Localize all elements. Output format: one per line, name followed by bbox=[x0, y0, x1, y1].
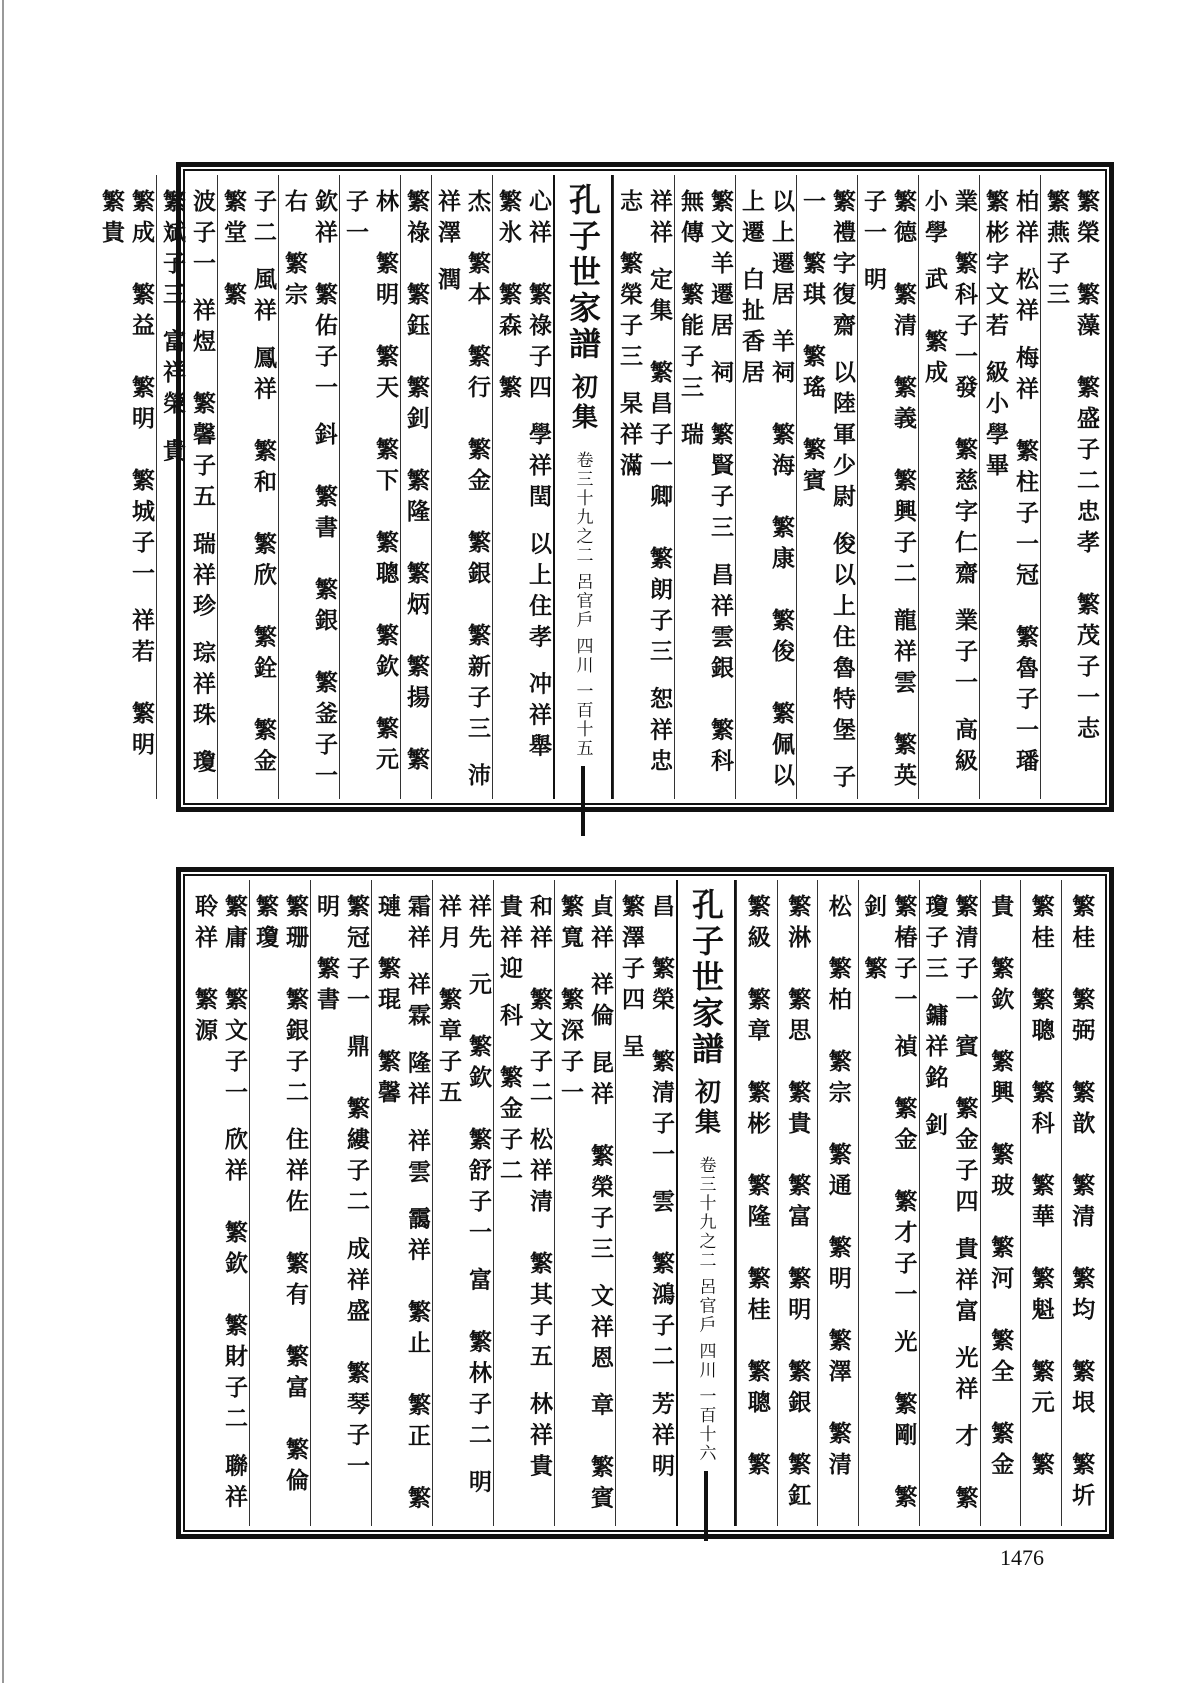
genealogy-entry-text: 林 繁明 繁天 繁下 繁聰 繁欽 繁元子一 bbox=[342, 189, 399, 778]
genealogy-entry-text: 繁成 繁益 繁明 繁城子一 祥若 繁明 繁貴 bbox=[98, 189, 155, 795]
banner-rule bbox=[581, 766, 585, 836]
genealogy-column bbox=[796, 175, 857, 799]
genealogy-column bbox=[919, 880, 980, 1526]
genealogy-column bbox=[278, 175, 339, 811]
genealogy-column bbox=[980, 880, 1021, 1526]
panel-columns bbox=[189, 880, 1101, 1548]
genealogy-column bbox=[777, 880, 818, 1526]
genealogy-column bbox=[339, 175, 400, 799]
genealogy-column bbox=[1061, 880, 1102, 1526]
genealogy-entry-text: 繁級 繁章 繁彬 繁隆 繁桂 繁聰 繁 bbox=[743, 894, 771, 1483]
genealogy-entry-text: 繁冠子一 鼎 繁縷子二 成祥盛 繁琴子一 明 繁書 bbox=[313, 894, 370, 1501]
genealogy-entry-text: 貴 繁欽 繁興 繁玻 繁河 繁全 繁金 bbox=[987, 894, 1015, 1483]
genealogy-column bbox=[979, 175, 1040, 811]
genealogy-panel-lower bbox=[176, 867, 1114, 1548]
genealogy-column bbox=[96, 175, 156, 799]
genealogy-entry-text: 繁桂 繁聰 繁科 繁華 繁魁 繁元 繁 bbox=[1027, 894, 1055, 1483]
genealogy-entry-text: 祥祥 定集 繁昌子一卿 繁朗子三 恕祥忠志 繁榮子三 杲祥滿 bbox=[616, 189, 673, 780]
genealogy-column bbox=[400, 175, 431, 799]
genealogy-column bbox=[735, 175, 796, 799]
genealogy-column bbox=[310, 880, 371, 1526]
genealogy-entry-text: 繁榮 繁藻 繁盛子二忠孝 繁茂子一志 繁燕子三 bbox=[1043, 189, 1100, 778]
genealogy-entry-text: 祥先 元 繁欽 繁舒子一 富 繁林子二 明祥月 繁章子五 bbox=[435, 894, 492, 1501]
panel-columns bbox=[98, 175, 1101, 812]
genealogy-column bbox=[613, 175, 674, 799]
genealogy-entry-text: 繁德 繁清 繁義 繁興子二 龍祥雲 繁英子一 明 bbox=[860, 189, 917, 795]
genealogy-entry-text: 繁桂 繁弼 繁歆 繁清 繁均 繁垠 繁圻 bbox=[1068, 894, 1096, 1514]
genealogy-entry-text: 欽祥 繁佑子一 鈄 繁書 繁銀 繁釜子一 右 繁宗 bbox=[281, 189, 338, 811]
genealogy-entry-text: 繁淋 繁思 繁貴 繁富 繁明 繁銀 繁釭 bbox=[784, 894, 812, 1514]
genealogy-entry-text: 波子一 祥煜 繁馨子五 瑞祥珍 琮祥珠 瓊 繁斌子三 富祥榮 貴 bbox=[159, 189, 216, 812]
genealogy-column bbox=[858, 880, 919, 1526]
genealogy-column bbox=[189, 880, 249, 1532]
genealogy-entry-text: 業 繁科子一發 繁慈字仁齋 業子一 高級小學 武 繁成 bbox=[921, 189, 978, 780]
banner-volume: 初集 bbox=[690, 1078, 721, 1138]
genealogy-entry-text: 繁椿子一 禎 繁金 繁才子一 光 繁剛 繁釗 繁 bbox=[860, 894, 918, 1516]
genealogy-column bbox=[817, 880, 858, 1526]
genealogy-entry-text: 心祥 繁祿子四 學祥閏 以上住孝 冲祥舉 繁氷 繁森 繁 bbox=[495, 189, 552, 796]
banner-title: 孔子世家譜 bbox=[687, 888, 725, 1068]
banner-title: 孔子世家譜 bbox=[564, 183, 602, 363]
genealogy-entry-text: 繁禮字復齋 以陸軍少尉 俊以上住魯特堡 子一 繁琪 繁瑤 繁賓 bbox=[799, 189, 856, 796]
genealogy-column bbox=[156, 175, 217, 812]
genealogy-column bbox=[493, 880, 554, 1526]
genealogy-entry-text: 貞祥 祥倫 昆祥 繁榮子三 文祥恩 章 繁賓 繁寬 繁深子一 bbox=[557, 894, 614, 1548]
banner-rule bbox=[704, 1471, 708, 1541]
genealogy-entry-text: 杰 繁本 繁行 繁金 繁銀 繁新子三 沛祥澤 潤 bbox=[434, 189, 491, 795]
genealogy-column bbox=[431, 175, 492, 799]
genealogy-entry-text: 繁文羊遷居 祠 繁賢子三 昌祥雲銀 繁科無傳 繁能子三 瑞 bbox=[677, 189, 734, 780]
genealogy-column bbox=[1020, 880, 1061, 1526]
genealogy-panel-upper bbox=[98, 162, 1114, 812]
genealogy-column bbox=[918, 175, 979, 799]
genealogy-column bbox=[432, 880, 493, 1526]
genealogy-entry-text: 繁清子一 賓 繁金子四 貴祥富 光祥 才 繁瓊子三 鏞祥銘 釗 bbox=[921, 894, 979, 1517]
genealogy-column bbox=[736, 880, 777, 1526]
genealogy-column bbox=[1040, 175, 1101, 799]
genealogy-entry-text: 繁珊 繁銀子二 住祥佐 繁有 繁富 繁倫 繁瓊 bbox=[252, 894, 309, 1531]
genealogy-column bbox=[857, 175, 918, 799]
banner-reference: 卷三十九之二 呂官戶 四川 一百十五 bbox=[572, 451, 593, 759]
genealogy-column bbox=[615, 880, 676, 1526]
genealogy-entry-text: 霜祥 祥霖 隆祥 祥雲 靄祥 繁止 繁正 繁璉 繁琨 繁馨 bbox=[374, 894, 431, 1517]
genealogy-column bbox=[249, 880, 310, 1531]
genealogy-entry-text: 以上遷居 羊祠 繁海 繁康 繁俊 繁佩以上遷 白扯香居 bbox=[738, 189, 795, 795]
genealogy-entry-text: 和祥 繁文子二 松祥清 繁其子五 林祥貴 貴祥迎 科 繁金子二 bbox=[496, 894, 553, 1501]
page-banner bbox=[676, 880, 736, 1526]
genealogy-column bbox=[674, 175, 735, 799]
genealogy-entry-text: 繁祿 繁鈺 繁釗 繁隆 繁炳 繁揚 繁 bbox=[403, 189, 430, 778]
page-number: 1476 bbox=[1000, 1545, 1044, 1570]
banner-volume: 初集 bbox=[567, 373, 598, 433]
genealogy-entry-text: 松 繁柏 繁宗 繁通 繁明 繁澤 繁清 bbox=[824, 894, 852, 1483]
genealogy-entry-text: 柏祥 松祥 梅祥 繁柱子一冠 繁魯子一璠 繁彬字文若 級小學畢 bbox=[982, 189, 1039, 811]
genealogy-column bbox=[492, 175, 553, 799]
page-banner bbox=[553, 175, 613, 799]
genealogy-entry-text: 昌 繁榮 繁清子一 雲 繁鴻子二 芳祥明 繁澤子四 呈 bbox=[618, 894, 675, 1516]
genealogy-entry-text: 繁庸 繁文子一 欣祥 繁欽 繁財子二 聯祥 聆祥 繁源 bbox=[191, 894, 248, 1532]
banner-reference: 卷三十九之二 呂官戶 四川 一百十六 bbox=[695, 1156, 716, 1464]
scan-edge-line bbox=[2, 0, 4, 1683]
genealogy-entry-text: 子二 風祥 鳳祥 繁和 繁欣 繁銓 繁金 繁堂 繁 bbox=[220, 189, 277, 811]
genealogy-column bbox=[217, 175, 278, 811]
genealogy-column bbox=[371, 880, 432, 1526]
genealogy-column bbox=[554, 880, 615, 1548]
